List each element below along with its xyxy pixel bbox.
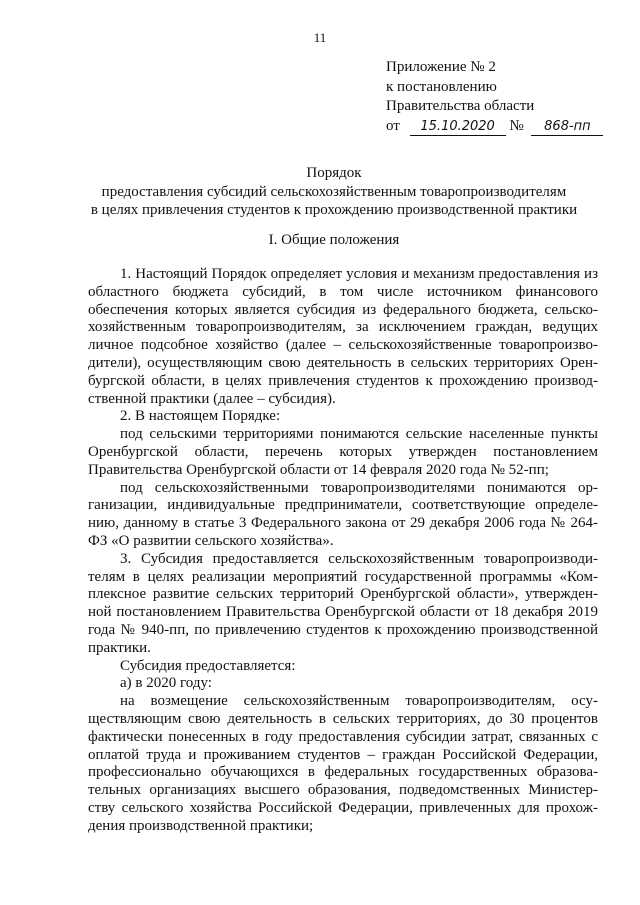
- handwritten-number: 868-пп: [531, 119, 603, 136]
- appendix-resolution-label: к постановлению: [386, 78, 497, 95]
- paragraph: под сельскохозяйственными товаропроизводителями понимаются организации, индивидуальные предприниматели, соответствующие определению, данному в статье 3 Федерального закона от 29 декабря 2006 года № 264-ФЗ «О развитии сельского хозяйства».: [88, 479, 598, 549]
- title-line-2: предоставления субсидий сельскохозяйственным товаропроизводителям: [101, 183, 567, 200]
- document-title: [60, 164, 608, 220]
- appendix-block: [386, 58, 626, 136]
- title-line-3: в целях привлечения студентов к прохождению производственной практики: [90, 202, 578, 218]
- number-label: №: [509, 117, 524, 134]
- paragraph: под сельскими территориями понимаются сельские населенные пункты Оренбургской области, перечень которых утвержден постановлением Правительства Оренбургской области от 14 февраля 2020 года № 52-пп;: [88, 426, 598, 478]
- paragraph: на возмещение сельскохозяйственным товаропроизводителям, осуществляющим свою деятельность в сельских территориях, до 30 процентов фактически понесенных в году предоставления субсидии затрат, связанных с оплатой труда и проживанием студентов – граждан Российской Федерации, профессионально обучающихся в федеральных государственных образовательных организациях высшего образования, подведомственных Министерству сельского хозяйства Российской Федерации, привлеченных для прохождения производственной практики;: [88, 693, 598, 834]
- paragraph: 2. В настоящем Порядке:: [120, 408, 281, 425]
- paragraph: Субсидия предоставляется:: [120, 657, 296, 674]
- document-body: [88, 266, 598, 836]
- section-heading: I. Общие положения: [268, 232, 400, 248]
- paragraph: а) в 2020 году:: [120, 675, 212, 692]
- handwritten-date: 15.10.2020: [410, 119, 506, 136]
- appendix-title: Приложение № 2: [386, 59, 496, 75]
- paragraph: 3. Субсидия предоставляется сельскохозяйственным товаропроизводителям в целях реализации мероприятий государственной программы «Комплексное развитие сельских территорий Оренбургской области», утвержденной постановлением Правительства Оренбургской области от 18 декабря 2019 года № 940-пп, по привлечению студентов к прохождению производственной практики.: [88, 550, 598, 656]
- title-line-1: Порядок: [306, 165, 362, 181]
- paragraph: 1. Настоящий Порядок определяет условия и механизм предоставления из областного бюджета субсидий, в том числе источником финансового обеспечения которых является субсидия из федерального бюджета, сельскохозяйственным товаропроизводителям, за исключением граждан, ведущих личное подсобное хозяйство (далее – сельскохозяйственные товаропроизводители), осуществляющим свою деятельность в сельских территориях Оренбургской области, в целях привлечения студентов к прохождению производственной практики (далее – субсидия).: [88, 266, 598, 407]
- appendix-date-line: [386, 117, 626, 137]
- page-number: 11: [313, 30, 327, 45]
- appendix-authority: Правительства области: [386, 98, 535, 114]
- from-label: от: [386, 117, 400, 134]
